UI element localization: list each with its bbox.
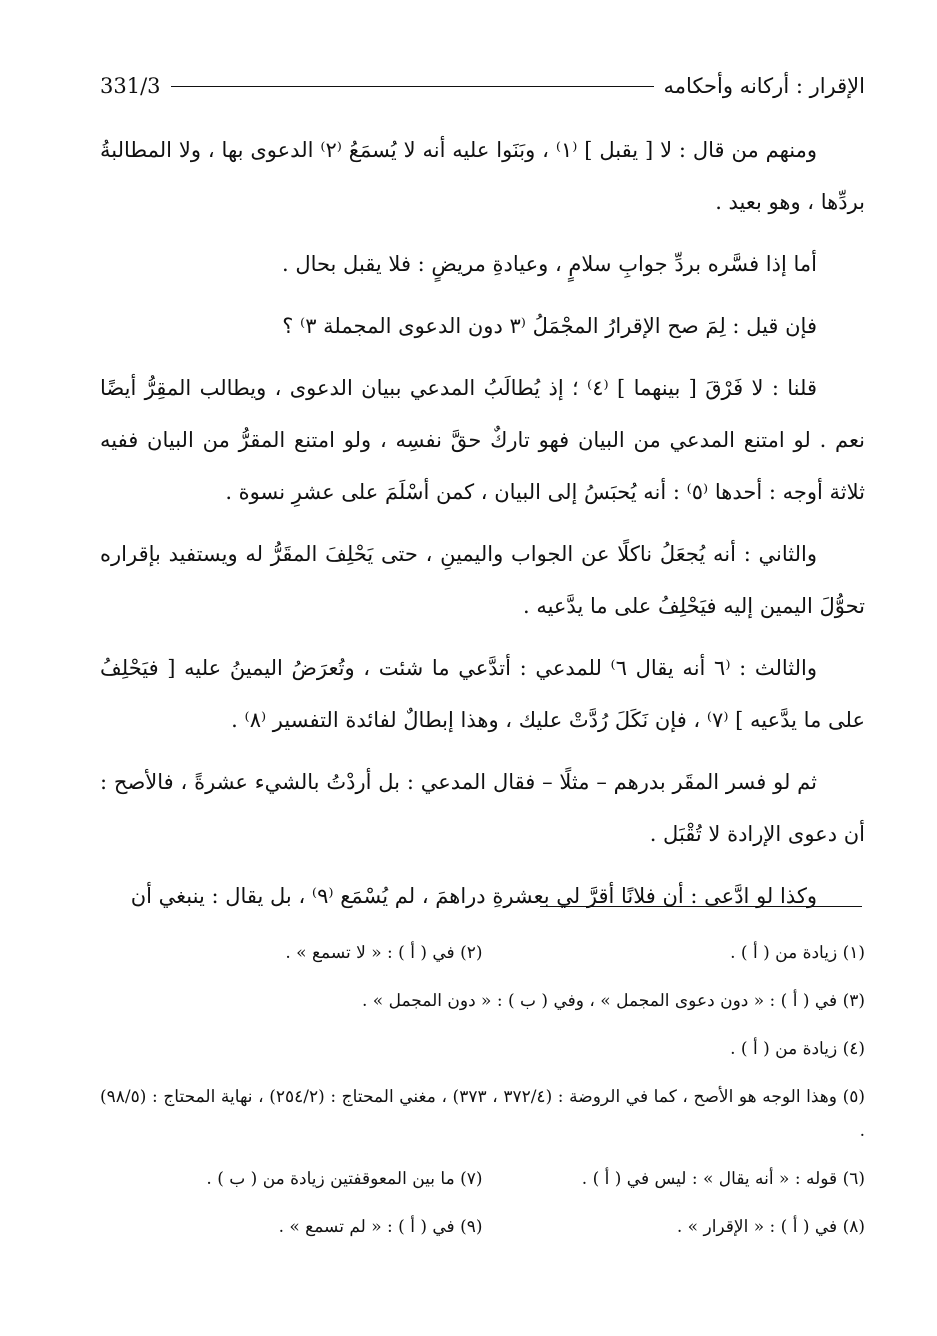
footnote-4: (٤) زيادة من ( أ ) . (730, 1039, 865, 1059)
running-title: الإقرار : أركانه وأحكامه (663, 74, 865, 98)
footnote-6: (٦) قوله : « أنه يقال » : ليس في ( أ ) . (581, 1169, 865, 1189)
paragraph-2: أما إذا فسَّره بردِّ جوابِ سلامٍ ، وعيادةِ مريضٍ : فلا يقبل بحال . (281, 252, 817, 276)
paragraph-3: فإن قيل : لِمَ صح الإقرارُ المجْمَلُ ⁽٣ دون الدعوى المجملة ٣⁾ ؟ (282, 314, 817, 338)
footnote-3: (٣) في ( أ ) : « دون دعوى المجمل » ، وفي ( ب ) : « دون المجمل » . (361, 991, 865, 1011)
footnote-separator (540, 906, 862, 907)
paragraph-8: وكذا لو ادَّعى : أن فلانًا أقرَّ لي بعشرةِ دراهمَ ، لم يُسْمَع ⁽٩⁾ ، بل يقال : ينبغي أن (130, 884, 817, 908)
header-rule (171, 86, 654, 87)
footnotes (100, 936, 865, 1258)
page-header (100, 68, 865, 104)
footnote-8: (٨) في ( أ ) : « الإقرار » . (676, 1217, 865, 1237)
footnote-row (100, 936, 865, 970)
paragraph-5: والثاني : أنه يُجعَلُ ناكلًا عن الجواب واليمينِ ، حتى يَحْلِفَ المقَرُّ له ويستفيد بإقراره تحوُّلَ اليمين إليه فيَحْلِفُ على ما يدَّعيه . (100, 542, 865, 618)
paragraph-4: قلنا : لا فَرْقَ [ بينهما ] ⁽٤⁾ ؛ إذ يُطالَبُ المدعي ببيان الدعوى ، ويطالب المقِرُّ أيضًا نعم . لو امتنع المدعي من البيان فهو تاركٌ حقَّ نفسِه ، ولو امتنع المقرُّ من البيان ففيه ثلاثة أوجه : أحدها ⁽٥⁾ : أنه يُحبَسُ إلى البيان ، كمن أسْلَمَ على عشرِ نسوة . (100, 376, 865, 504)
footnote-1: (١) زيادة من ( أ ) . (730, 943, 865, 963)
main-text (100, 124, 865, 932)
footnote-5: (٥) وهذا الوجه هو الأصح ، كما في الروضة : (٣٧٢/٤ ، ٣٧٣) ، مغني المحتاج : (٢٥٤/٢) ، نهاية المحتاج : (٩٨/٥) . (100, 1087, 865, 1141)
footnote-row (100, 1210, 865, 1244)
footnote-row (100, 1162, 865, 1196)
paragraph-7: ثم لو فسر المقَر بدرهم – مثلًا – فقال المدعي : بل أردْتُ بالشيء عشرةً ، فالأصح : أن دعوى الإرادة لا تُقْبَل . (100, 770, 865, 846)
paragraph-1: ومنهم من قال : لا [ يقبل ] ⁽١⁾ ، وبَنَوا عليه أنه لا يُسمَعُ ⁽٢⁾ الدعوى بها ، ولا المطالبةُ بردِّها ، وهو بعيد . (100, 138, 865, 214)
page-number: 331/3 (100, 74, 161, 98)
footnote-7: (٧) ما بين المعوقفتين زيادة من ( ب ) . (206, 1169, 483, 1189)
paragraph-6: والثالث : ⁽٦ أنه يقال ٦⁾ للمدعي : أتدَّعي ما شئت ، وتُعرَضُ اليمينُ عليه [ فيَحْلِفُ على ما يدَّعيه ] ⁽٧⁾ ، فإن نَكَلَ رُدَّتْ عليك ، وهذا إبطالٌ لفائدة التفسير ⁽٨⁾ . (100, 656, 865, 732)
footnote-9: (٩) في ( أ ) : « لم تسمع » . (278, 1217, 483, 1237)
footnote-2: (٢) في ( أ ) : « لا تسمع » . (285, 943, 483, 963)
